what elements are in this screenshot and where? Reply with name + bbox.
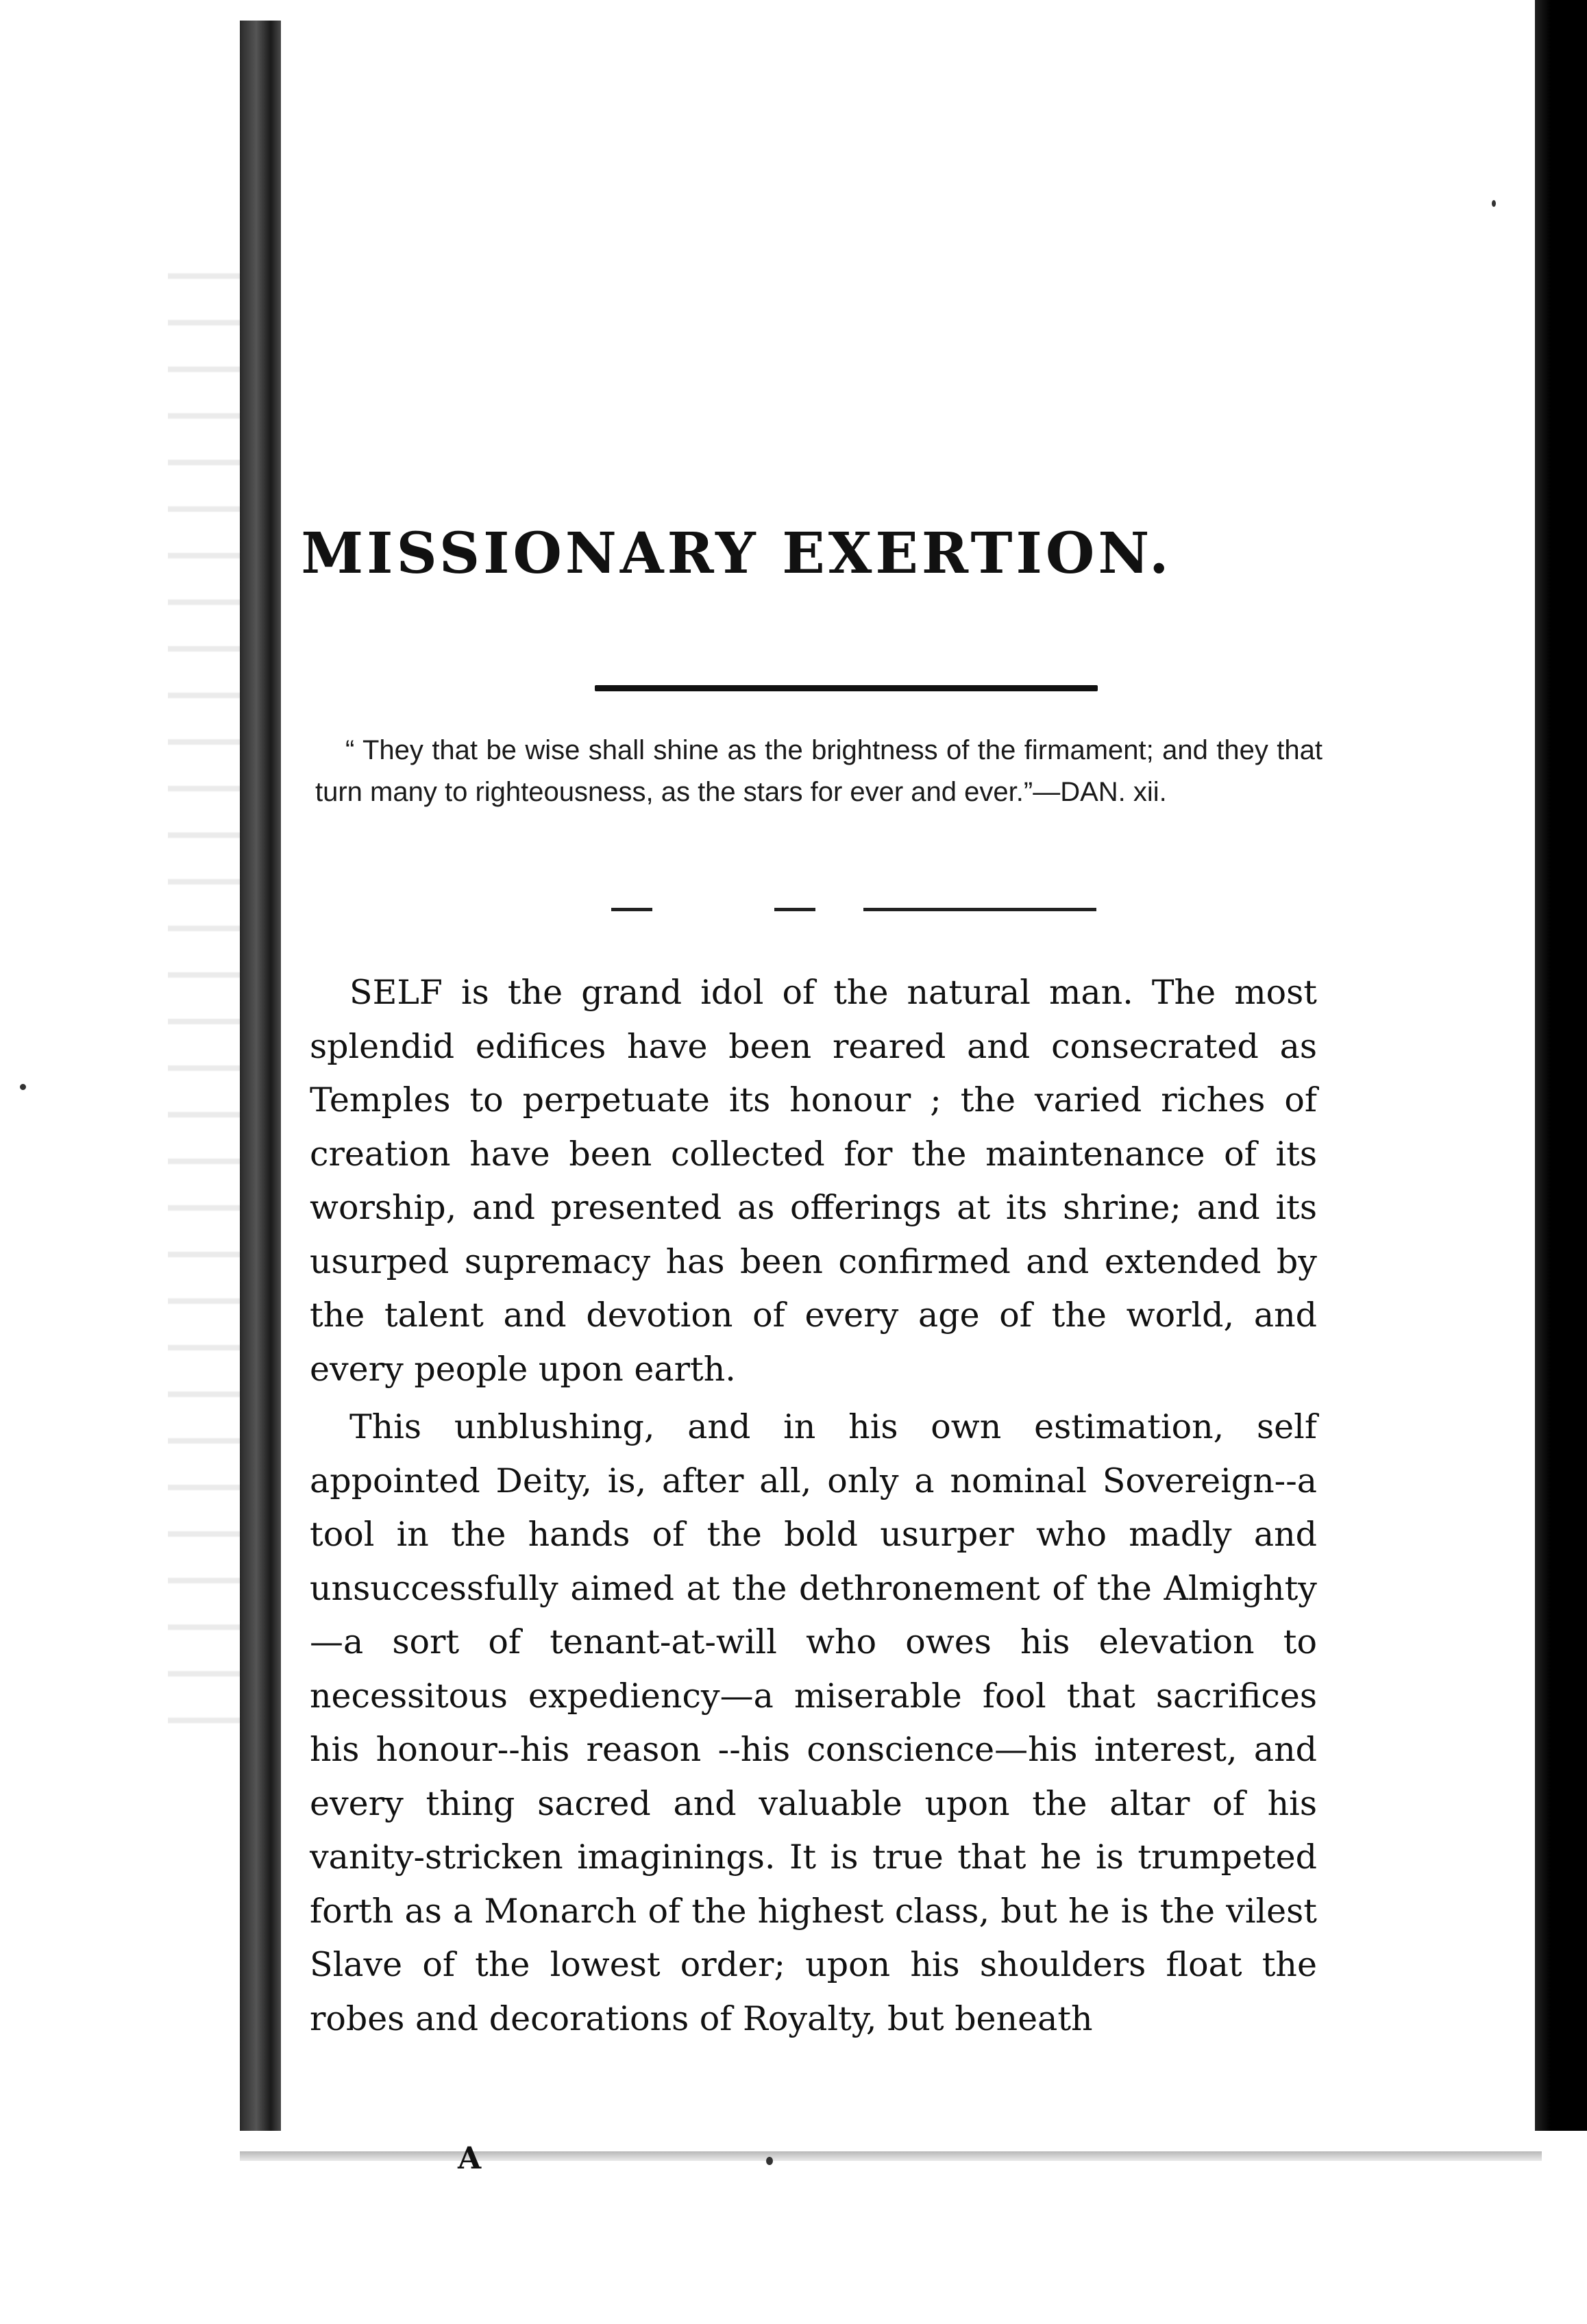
title-rule xyxy=(595,685,1098,691)
paragraph-2: This unblushing, and in his own estimation, self appointed Deity, is, after all, only a nominal Sovereign--a tool in the hands of the bold usurper who madly and unsuccessfully aimed at the dethronement of the Almighty—a sort of tenant-at-will who owes his elevation to necessitous expediency—a miserable fool that sacrifices his honour--his reason --his conscience—his interest, and every thing sacred and valuable upon the altar of his vanity-stricken imaginings. It is true that he is trumpeted forth as a Monarch of the highest class, but he is the vilest Slave of the lowest order; upon his shoulders float the robes and decorations of Royalty, but beneath xyxy=(310,1407,1317,2038)
ink-speck xyxy=(20,1084,26,1090)
signature-mark: A xyxy=(458,2141,482,2176)
show-through-text xyxy=(168,233,243,1740)
paragraph-1: SELF is the grand idol of the natural man. The most splendid edifices have been reared and consecrated as Temples to perpetuate its honour ; the varied riches of creation have been collected for the maintenance of its worship, and presented as offerings at its shrine; and its usurped supremacy has been confirmed and extended by the talent and devotion of every age of the world, and every people upon earth. xyxy=(310,973,1317,1389)
section-rule xyxy=(774,908,815,911)
scan-edge xyxy=(1535,0,1587,2324)
book-gutter xyxy=(240,21,281,2151)
section-rule xyxy=(863,908,1096,911)
section-rule xyxy=(611,908,652,911)
body-text xyxy=(310,966,1317,2050)
page-bottom-margin xyxy=(0,2131,1587,2324)
previous-page xyxy=(0,0,243,2192)
page-title: MISSIONARY EXERTION. xyxy=(301,521,1172,586)
ink-speck xyxy=(766,2157,773,2165)
page-shadow xyxy=(240,2151,1542,2161)
epigraph: “ They that be wise shall shine as the brightness of the firmament; and they that turn many to righteousness, as the stars for ever and ever.”—DAN. xii. xyxy=(315,735,1322,807)
ink-speck xyxy=(1492,200,1496,207)
